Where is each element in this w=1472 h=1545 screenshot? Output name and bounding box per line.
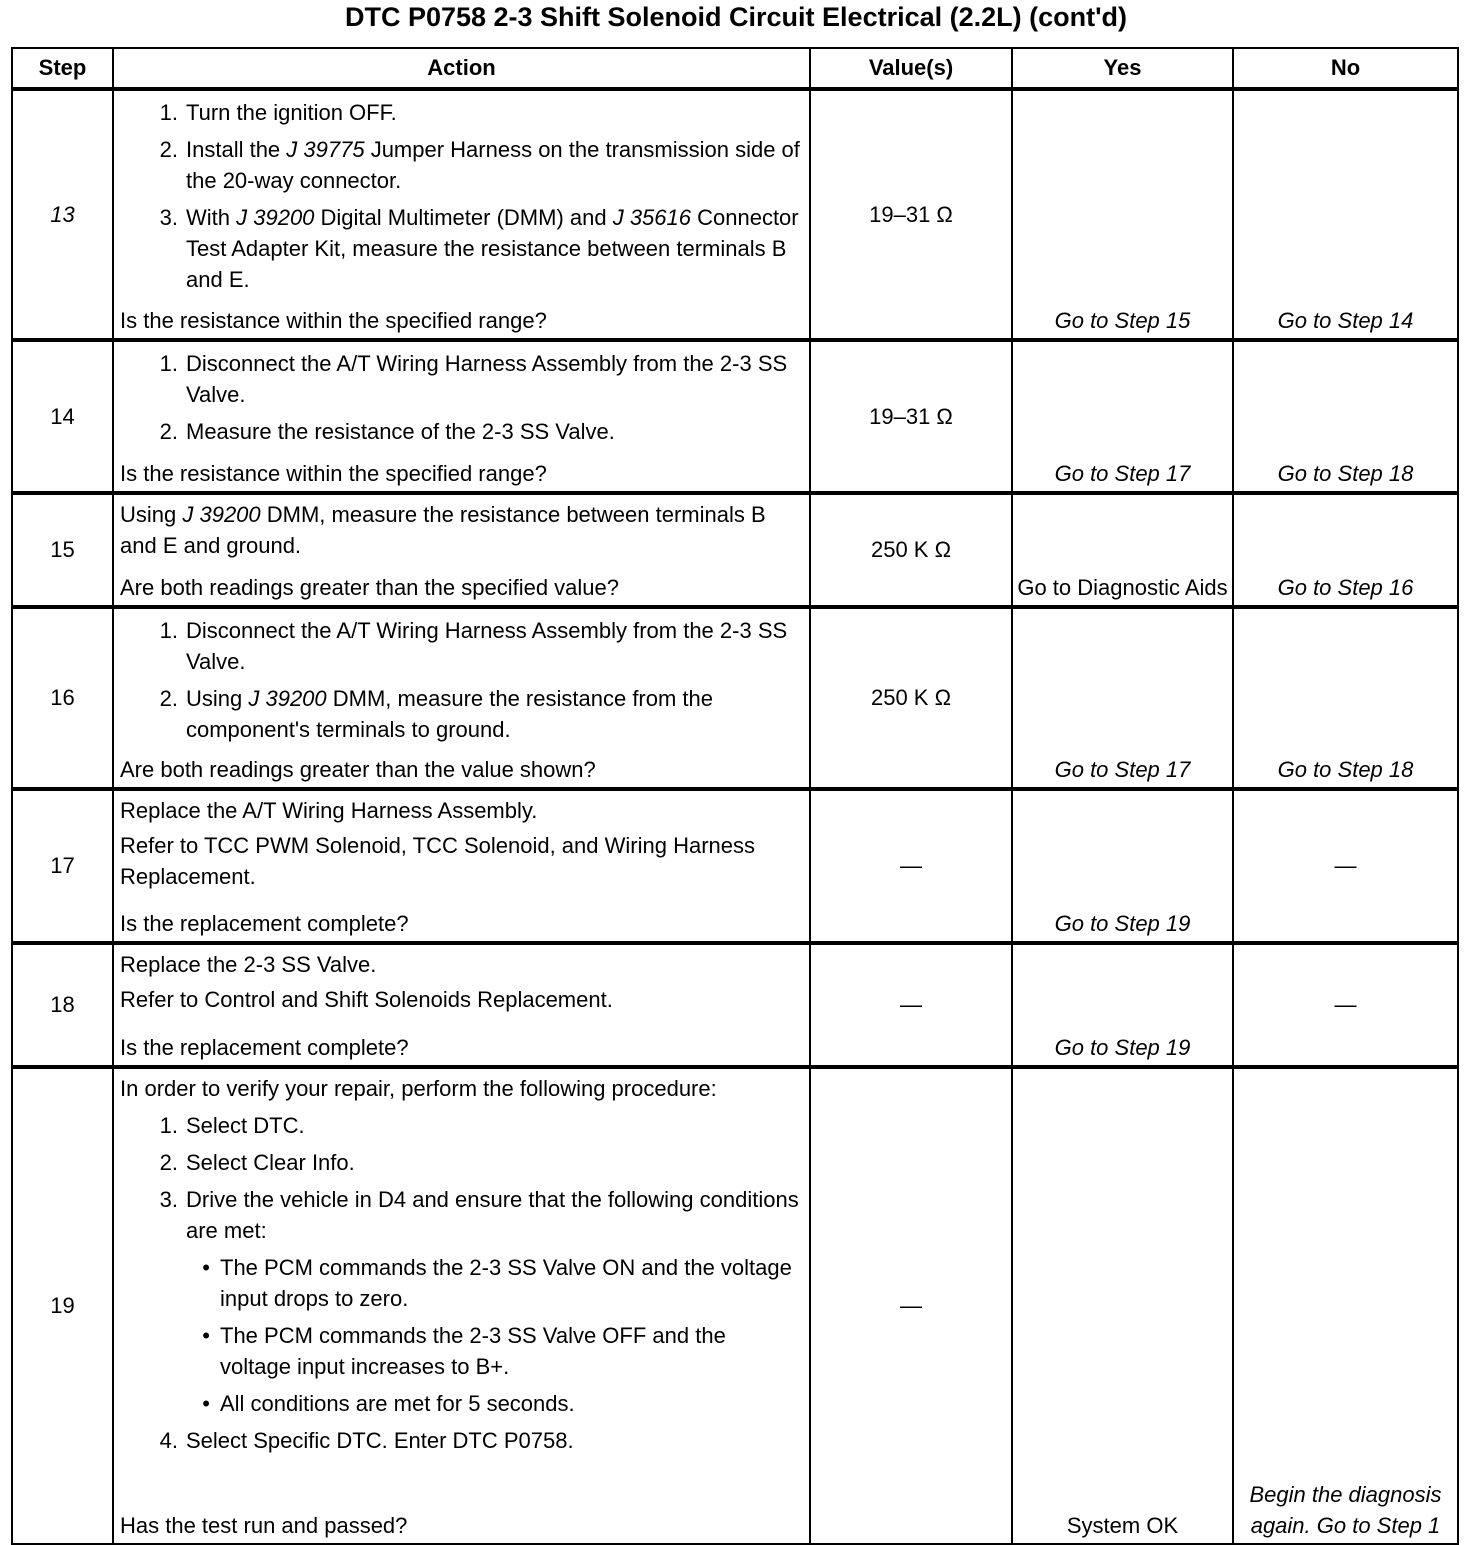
tool-reference: J 39775 [286,137,365,162]
action-text [186,134,801,196]
numbered-step [120,1110,801,1141]
header-step: Step [12,48,113,89]
step-number: 13 [12,89,113,340]
value-cell: — [810,789,1012,943]
step-number: 17 [12,789,113,943]
tool-reference: J 39200 [248,686,327,711]
no-action[interactable]: — [1233,789,1458,943]
action-cell [113,89,810,340]
tool-reference: J 39200 [182,502,261,527]
bullet-item [120,1320,801,1382]
text-segment: Install the [186,137,287,162]
action-content [120,1069,801,1541]
no-action[interactable]: — [1233,943,1458,1067]
text-segment: Connector Test Adapter Kit, measure the resistance between terminals B and E. [186,205,799,292]
table-row [12,607,1458,789]
text-segment: Drive the vehicle in D4 and ensure that the following conditions are met: [186,1187,799,1243]
action-text [186,683,801,745]
text-segment: With [186,205,237,230]
action-text [186,416,615,447]
numbered-step [120,348,801,410]
text-segment: Measure the resistance of the 2-3 SS Valve. [186,419,615,444]
text-segment: Turn the ignition OFF. [186,100,397,125]
no-action[interactable]: Begin the diagnosis again. Go to Step 1 [1233,1067,1458,1544]
text-segment: Refer to Control and Shift Solenoids Replacement. [120,987,613,1012]
table-row [12,89,1458,340]
action-paragraph [120,830,801,892]
text-segment: Using [186,686,249,711]
action-content [120,495,801,603]
step-index: 2. [159,1150,178,1175]
bullet-icon: • [202,1323,210,1348]
action-text [186,615,801,677]
action-question: Are both readings greater than the specified value? [120,575,619,600]
header-no: No [1233,48,1458,89]
action-content [120,342,801,489]
step-number: 15 [12,493,113,607]
text-segment: Select DTC. [186,1113,305,1138]
action-question: Is the replacement complete? [120,911,409,936]
action-paragraph [120,984,801,1015]
action-question: Is the resistance within the specified range? [120,461,547,486]
numbered-step [120,615,801,677]
numbered-step [120,202,801,295]
action-text [186,97,397,128]
action-cell [113,1067,810,1544]
text-segment: All conditions are met for 5 seconds. [220,1391,575,1416]
action-cell [113,493,810,607]
text-segment: DMM, measure the resistance from the component's terminals to ground. [186,686,714,742]
action-text [120,987,613,1012]
step-index: 4. [159,1428,178,1453]
yes-action[interactable]: Go to Step 17 [1012,340,1233,493]
action-content [120,91,801,336]
step-index: 1. [159,1113,178,1138]
text-segment: The PCM commands the 2-3 SS Valve OFF and the voltage input increases to B+. [220,1323,726,1379]
action-content [120,945,801,1063]
action-paragraph [120,499,801,561]
action-text [220,1388,575,1419]
text-segment: In order to verify your repair, perform the following procedure: [120,1076,717,1101]
action-cell [113,340,810,493]
value-cell: — [810,1067,1012,1544]
step-index: 2. [159,686,178,711]
text-segment: The PCM commands the 2-3 SS Valve ON and the voltage input drops to zero. [220,1255,792,1311]
step-number: 18 [12,943,113,1067]
action-text [220,1252,801,1314]
page-title: DTC P0758 2-3 Shift Solenoid Circuit Electrical (2.2L) (cont'd) [344,2,1128,32]
step-index: 2. [159,419,178,444]
yes-action[interactable]: Go to Step 15 [1012,89,1233,340]
text-segment: Replace the 2-3 SS Valve. [120,952,377,977]
header-row [12,48,1458,89]
no-action[interactable]: Go to Step 16 [1233,493,1458,607]
action-text [186,1147,355,1178]
action-cell [113,943,810,1067]
text-segment: Replace the A/T Wiring Harness Assembly. [120,798,538,823]
value-cell: 250 K Ω [810,493,1012,607]
header-values: Value(s) [810,48,1012,89]
bullet-icon: • [202,1255,210,1280]
yes-action[interactable]: Go to Step 17 [1012,607,1233,789]
table-row [12,493,1458,607]
diagnostic-table [11,47,1459,1545]
bullet-item [120,1252,801,1314]
action-paragraph [120,795,801,826]
action-text [120,1076,717,1101]
yes-action[interactable]: Go to Step 19 [1012,789,1233,943]
action-text [186,202,801,295]
numbered-step [120,1425,801,1456]
text-segment: Select Clear Info. [186,1150,355,1175]
action-text [186,1184,801,1246]
yes-action[interactable]: System OK [1012,1067,1233,1544]
table-row [12,340,1458,493]
tool-reference: J 35616 [612,205,691,230]
tool-reference: J 39200 [236,205,315,230]
numbered-step [120,1184,801,1246]
action-paragraph [120,1073,801,1104]
action-cell [113,789,810,943]
numbered-step [120,416,801,447]
text-segment: Disconnect the A/T Wiring Harness Assembly from the 2-3 SS Valve. [186,351,788,407]
text-segment: Digital Multimeter (DMM) and [314,205,613,230]
value-cell: 19–31 Ω [810,340,1012,493]
numbered-step [120,683,801,745]
text-segment: Using [120,502,183,527]
text-segment: Disconnect the A/T Wiring Harness Assembly from the 2-3 SS Valve. [186,618,788,674]
numbered-step [120,97,801,128]
action-text [120,952,376,977]
value-cell: 250 K Ω [810,607,1012,789]
yes-action[interactable]: Go to Step 19 [1012,943,1233,1067]
table-row [12,1067,1458,1544]
no-action[interactable]: Go to Step 14 [1233,89,1458,340]
step-index: 3. [159,205,178,230]
step-index: 1. [159,351,178,376]
action-question: Has the test run and passed? [120,1513,408,1538]
action-text [186,348,801,410]
action-text [186,1425,574,1456]
value-cell: — [810,943,1012,1067]
numbered-step [120,134,801,196]
header-action: Action [113,48,810,89]
step-index: 1. [159,618,178,643]
action-text [120,833,755,889]
action-text [120,798,537,823]
table-row [12,789,1458,943]
step-index: 3. [159,1187,178,1212]
action-question: Is the resistance within the specified range? [120,308,547,333]
action-cell [113,607,810,789]
table-row [12,943,1458,1067]
text-segment: Refer to TCC PWM Solenoid, TCC Solenoid, and Wiring Harness Replacement. [120,833,755,889]
bullet-item [120,1388,801,1419]
value-cell: 19–31 Ω [810,89,1012,340]
text-segment: Jumper Harness on the transmission side of the 20-way connector. [186,137,800,193]
yes-action[interactable]: Go to Diagnostic Aids [1012,493,1233,607]
step-number: 14 [12,340,113,493]
action-text [186,1110,305,1141]
step-number: 16 [12,607,113,789]
no-action[interactable]: Go to Step 18 [1233,340,1458,493]
action-question: Are both readings greater than the value shown? [120,757,596,782]
header-yes: Yes [1012,48,1233,89]
action-text [120,502,766,558]
action-text [220,1320,801,1382]
no-action[interactable]: Go to Step 18 [1233,607,1458,789]
action-content [120,609,801,785]
bullet-icon: • [202,1391,210,1416]
text-segment: Select Specific DTC. Enter DTC P0758. [186,1428,574,1453]
action-question: Is the replacement complete? [120,1035,409,1060]
numbered-step [120,1147,801,1178]
text-segment: DMM, measure the resistance between terminals B and E and ground. [120,502,766,558]
step-index: 1. [159,100,178,125]
step-number: 19 [12,1067,113,1544]
action-content [120,791,801,939]
step-index: 2. [159,137,178,162]
action-paragraph [120,949,801,980]
